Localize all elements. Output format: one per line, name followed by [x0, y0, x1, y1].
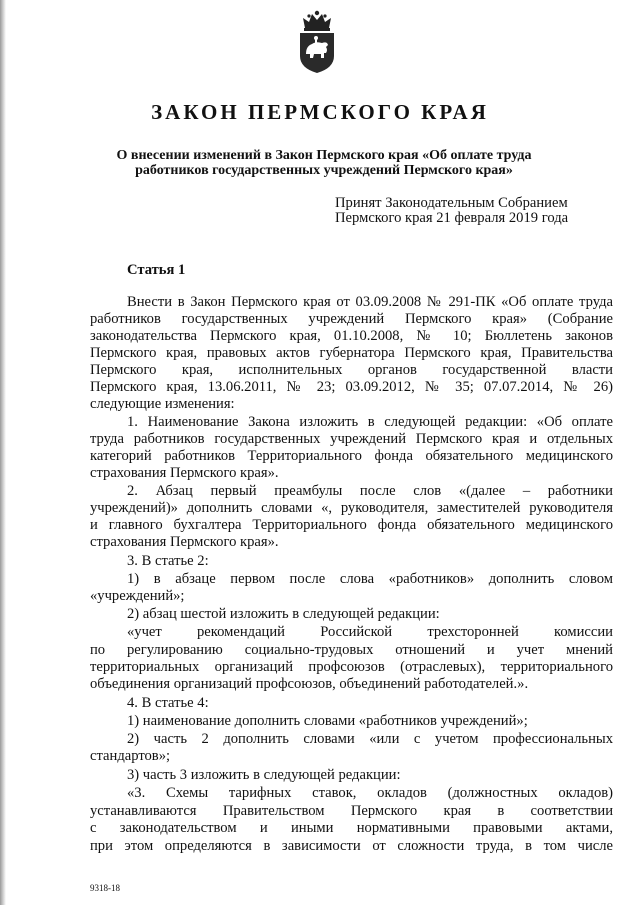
body-line: «3. Схемы тарифных ставок, окладов (должностных окладов)	[127, 785, 613, 801]
body-line: следующие изменения:	[90, 396, 235, 412]
body-line: 3) часть 3 изложить в следующей редакции:	[127, 767, 401, 783]
body-line: 1) наименование дополнить словами «работников учреждений»;	[127, 713, 528, 729]
body-line: Внести в Закон Пермского края от 03.09.2008 № 291-ПК «Об оплате труда	[127, 294, 613, 310]
body-line: 1) в абзаце первом после слова «работников» дополнить словом	[127, 571, 613, 587]
body-line: Пермского края, исполнительных органов государственной власти	[90, 362, 613, 378]
body-line: объединения организаций профсоюзов, объединений работодателей.».	[90, 676, 529, 692]
adoption-note	[335, 196, 568, 226]
adoption-line: Пермского края 21 февраля 2019 года	[335, 210, 569, 226]
adoption-line: Принят Законодательным Собранием	[335, 195, 568, 211]
body-line: «учреждений»;	[90, 588, 185, 604]
body-line: 1. Наименование Закона изложить в следующей редакции: «Об оплате	[127, 414, 613, 430]
body-line: страхования Пермского края».	[90, 465, 279, 481]
article-heading: Статья 1	[127, 262, 186, 278]
body-line: стандартов»;	[90, 748, 171, 764]
body-line: 2) часть 2 дополнить словами «или с учетом профессиональных	[127, 731, 613, 747]
body-line: «учет рекомендаций Российской трехсторонней комиссии	[127, 624, 613, 640]
document-number: 9318-18	[90, 883, 120, 893]
body-line: страхования Пермского края».	[90, 534, 279, 550]
page-edge-shadow	[0, 0, 6, 905]
body-line: при этом определяются в зависимости от сложности труда, в том числе	[90, 838, 613, 854]
body-line: учреждений)» дополнить словами «, руководителя, заместителей руководителя	[90, 500, 613, 516]
body-line: с законодательством и иными нормативными правовыми актами,	[90, 820, 613, 836]
body-line: по регулированию социально-трудовых отношений и учет мнений	[90, 642, 613, 658]
body-line: работников государственных учреждений Пермского края» (Собрание	[90, 311, 613, 327]
body-line: устанавливаются Правительством Пермского края в соответствии	[90, 803, 613, 819]
body-line: территориальных организаций профсоюзов (отраслевых), территориального	[90, 659, 613, 675]
body-line: 3. В статье 2:	[127, 553, 209, 569]
body-line: 2) абзац шестой изложить в следующей редакции:	[127, 606, 440, 622]
body-line: законодательства Пермского края, 01.10.2008, № 10; Бюллетень законов	[90, 328, 613, 344]
body-line: и главного бухгалтера Территориального фонда обязательного медицинского	[90, 517, 613, 533]
body-line: Пермского края, 13.06.2011, № 23; 03.09.2012, № 35; 07.07.2014, № 26)	[90, 379, 613, 395]
body-line: труда работников государственных учреждений Пермского края и отдельных	[90, 431, 613, 447]
body-line: Пермского края, правовых актов губернатора Пермского края, Правительства	[90, 345, 613, 361]
perm-krai-coat-of-arms-icon	[296, 10, 338, 74]
body-line: категорий работников Территориального фонда обязательного медицинского	[90, 448, 613, 464]
law-title: ЗАКОН ПЕРМСКОГО КРАЯ	[151, 100, 489, 124]
subject-line: работников государственных учреждений Пермского края»	[135, 163, 513, 178]
body-line: 2. Абзац первый преамбулы после слов «(далее – работники	[127, 483, 613, 499]
subject-line: О внесении изменений в Закон Пермского края «Об оплате труда	[116, 148, 532, 163]
body-line: 4. В статье 4:	[127, 695, 209, 711]
law-subject	[90, 148, 558, 178]
